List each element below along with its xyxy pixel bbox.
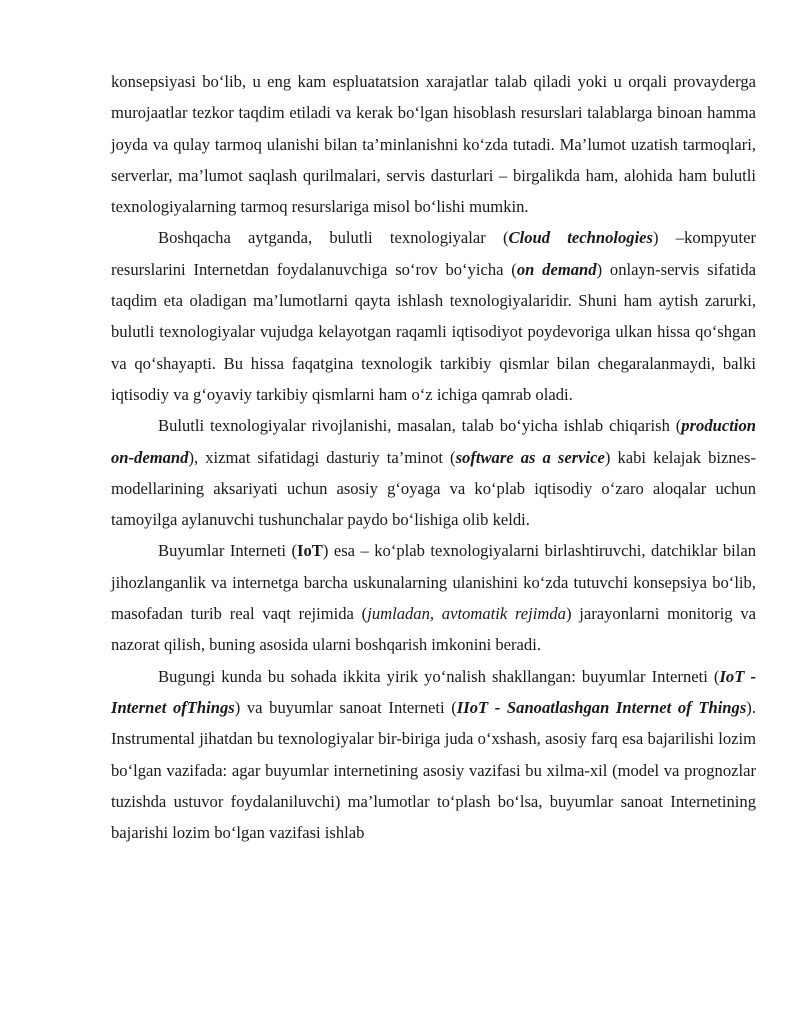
paragraph-1 bbox=[111, 66, 756, 222]
paragraph-text: Buyumlar Interneti ( bbox=[158, 541, 298, 561]
paragraph-text: Bugungi kunda bu sohada ikkita yirik yo‘nalish shakllangan: buyumlar Interneti ( bbox=[158, 666, 720, 686]
paragraph-text: Boshqacha aytganda, bulutli texnologiyalar ( bbox=[158, 228, 509, 248]
emphasis-term: Cloud technologies bbox=[508, 228, 654, 248]
paragraph-text: ) va buyumlar sanoat Interneti ( bbox=[234, 697, 457, 717]
paragraph-text: konsepsiyasi bo‘lib, u eng kam espluatatsion xarajatlar talab qiladi yoki u orqali provayderga murojaatlar tezkor taqdim etiladi va kerak bo‘lgan hisoblash resurslari talablarga binoan hamma joyda va qulay tarmoq ulanishi bilan ta’minlanishni ko‘zda tutadi. Ma’lumot uzatish tarmoqlari, serverlar, ma’lumot saqlash qurilmalari, servis dasturlari – birgalikda ham, alohida ham bulutli texnologiyalarning tarmoq resurslariga misol bo‘lishi mumkin. bbox=[111, 72, 756, 217]
paragraph-text: ) –kompyuter resurslarini Internetdan foydalanuvchiga so‘rov bo‘yicha ( bbox=[111, 228, 756, 279]
paragraph-text: ). Instrumental jihatdan bu texnologiyalar bir-biriga juda o‘xshash, asosiy farq esa bajarilishi lozim bo‘lgan vazifada: agar buyumlar internetining asosiy vazifasi bu xilma-xil (model va prognozlar tuzishda ustuvor foydalaniluvchi) ma’lumotlar to‘plash bo‘lsa, buyumlar sanoat Internetining bajarishi lozim bo‘lgan vazifasi ishlab bbox=[111, 697, 756, 843]
emphasis-term: production on-demand bbox=[111, 416, 756, 467]
paragraph-text: ) jarayonlarni monitorig va nazorat qilish, buning asosida ularni boshqarish imkonini beradi. bbox=[111, 604, 757, 655]
paragraph-text: ), xizmat sifatidagi dasturiy ta’minot ( bbox=[188, 447, 456, 467]
paragraph-3 bbox=[111, 410, 756, 535]
paragraph-text: ) esa – ko‘plab texnologiyalarni birlashtiruvchi, datchiklar bilan jihozlanganlik va internetga barcha uskunalarning ulanishini ko‘zda tutuvchi konsepsiya bo‘lib, masofadan turib real vaqt rejimida ( bbox=[111, 541, 756, 624]
emphasis-term: IoT bbox=[297, 541, 323, 561]
paragraph-2 bbox=[111, 222, 756, 410]
emphasis-term: IIoT - Sanoatlashgan Internet of Things bbox=[456, 697, 747, 717]
emphasis-term: IoT - Internet ofThings bbox=[111, 666, 756, 717]
document-page bbox=[111, 66, 756, 848]
paragraph-text: ) onlayn-servis sifatida taqdim eta oladigan ma’lumotlarni qayta ishlash texnologiyalaridir. Shuni ham aytish zarurki, bulutli texnologiyalar vujudga kelayotgan raqamli iqtisodiyot poydevoriga ulkan hissa qo‘shgan va qo‘shayapti. Bu hissa faqatgina texnologik tarkibiy qismlar bilan chegaralanmaydi, balki iqtisodiy va g‘oyaviy tarkibiy qismlarni ham o‘z ichiga qamrab oladi. bbox=[111, 259, 756, 404]
paragraph-text: Bulutli texnologiyalar rivojlanishi, masalan, talab bo‘yicha ishlab chiqarish ( bbox=[158, 416, 682, 436]
emphasis-term: jumladan, avtomatik rejimda bbox=[367, 604, 566, 624]
emphasis-term: software as a service bbox=[455, 447, 605, 467]
paragraph-text: ) kabi kelajak biznes-modellarining aksariyati uchun asosiy g‘oyaga va ko‘plab iqtisodiy o‘zaro aloqalar uchun tamoyilga aylanuvchi tushunchalar paydo bo‘lishiga olib keldi. bbox=[111, 447, 756, 530]
paragraph-5 bbox=[111, 661, 756, 849]
emphasis-term: on demand bbox=[516, 259, 597, 279]
paragraph-4 bbox=[111, 535, 756, 660]
